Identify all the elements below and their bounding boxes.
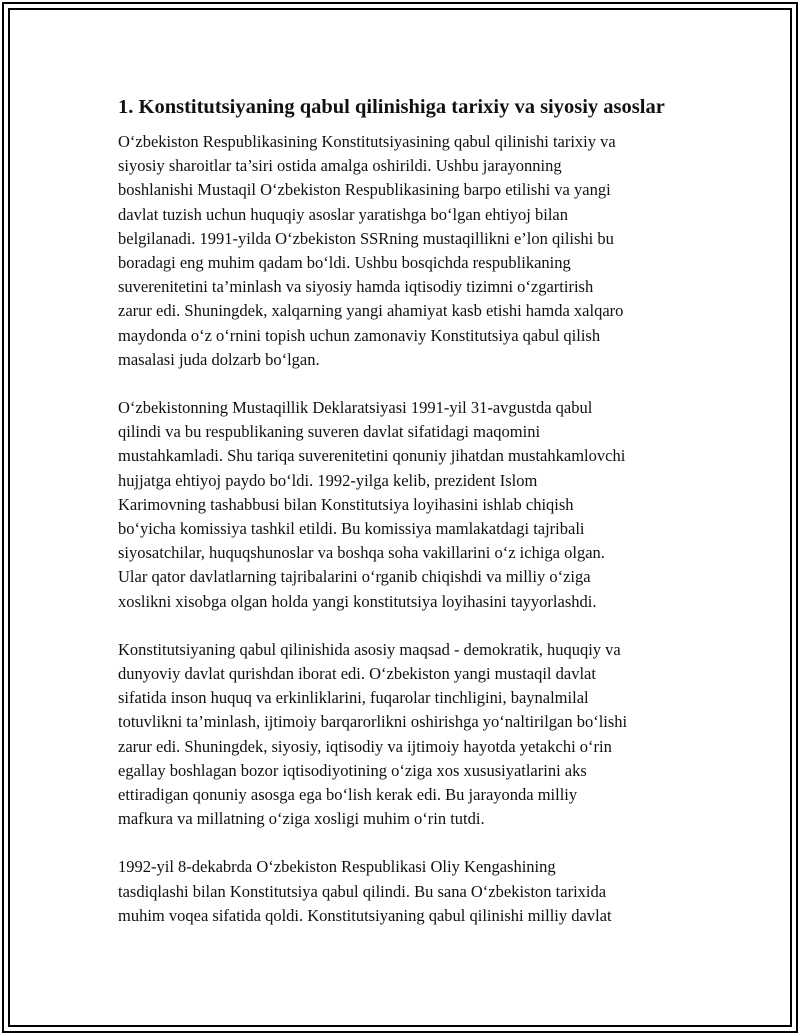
document-body xyxy=(118,93,690,952)
paragraph-line: totuvlikni ta’minlash, ijtimoiy barqarorlikni oshirishga yo‘naltirilgan bo‘lishi xyxy=(118,712,628,732)
paragraph-line: boshlanishi Mustaqil O‘zbekiston Respublikasining barpo etilishi va yangi xyxy=(118,180,611,200)
paragraph-line: davlat tuzish uchun huquqiy asoslar yaratishga bo‘lgan ehtiyoj bilan xyxy=(118,204,568,224)
paragraph-line: xoslikni xisobga olgan holda yangi konstitutsiya loyihasini tayyorlashdi. xyxy=(118,591,597,611)
paragraph-line: O‘zbekistonning Mustaqillik Deklaratsiyasi 1991-yil 31-avgustda qabul xyxy=(118,398,593,418)
paragraph-line: mustahkamladi. Shu tariqa suverenitetini qonuniy jihatdan mustahkamlovchi xyxy=(118,446,626,466)
paragraph-line: mafkura va millatning o‘ziga xosligi muhim o‘rin tutdi. xyxy=(118,809,485,829)
paragraph-line: ettiradigan qonuniy asosga ega bo‘lish kerak edi. Bu jarayonda milliy xyxy=(118,785,578,805)
paragraph-line: siyosatchilar, huquqshunoslar va boshqa soha vakillarini o‘z ichiga olgan. xyxy=(118,543,605,563)
paragraph xyxy=(118,396,690,614)
paragraph-line: siyosiy sharoitlar ta’siri ostida amalga oshirildi. Ushbu jarayonning xyxy=(118,156,562,176)
paragraph-line: 1992-yil 8-dekabrda O‘zbekiston Respublikasi Oliy Kengashining xyxy=(118,857,556,877)
paragraph-line: O‘zbekiston Respublikasining Konstitutsiyasining qabul qilinishi tarixiy va xyxy=(118,132,616,151)
paragraph xyxy=(118,855,690,928)
paragraph-line: qilindi va bu respublikaning suveren davlat sifatidagi maqomini xyxy=(118,422,541,442)
paragraph-line: Ular qator davlatlarning tajribalarini o‘rganib chiqishdi va milliy o‘ziga xyxy=(118,567,591,587)
section-heading: 1. Konstitutsiyaning qabul qilinishiga tarixiy va siyosiy asoslar xyxy=(118,96,665,118)
paragraph-line: Konstitutsiyaning qabul qilinishida asosiy maqsad - demokratik, huquqiy va xyxy=(118,639,621,659)
paragraph-line: bo‘yicha komissiya tashkil etildi. Bu komissiya mamlakatdagi tajribali xyxy=(118,519,585,539)
paragraph-line: maydonda o‘z o‘rnini topish uchun zamonaviy Konstitutsiya qabul qilish xyxy=(118,325,601,345)
paragraph-line: tasdiqlashi bilan Konstitutsiya qabul qilindi. Bu sana O‘zbekiston tarixida xyxy=(118,881,607,901)
paragraph-container xyxy=(118,130,690,928)
paragraph-line: egallay boshlagan bozor iqtisodiyotining o‘ziga xos xususiyatlarini aks xyxy=(118,760,587,780)
paragraph-line: boradagi eng muhim qadam bo‘ldi. Ushbu bosqichda respublikaning xyxy=(118,253,571,273)
paragraph xyxy=(118,130,690,372)
paragraph-line: belgilanadi. 1991-yilda O‘zbekiston SSRning mustaqillikni e’lon qilishi bu xyxy=(118,228,614,248)
paragraph-line: sifatida inson huquq va erkinliklarini, fuqarolar tinchligini, baynalmilal xyxy=(118,688,589,708)
paragraph-line: masalasi juda dolzarb bo‘lgan. xyxy=(118,349,320,369)
paragraph-line: Karimovning tashabbusi bilan Konstitutsiya loyihasini ishlab chiqish xyxy=(118,494,574,514)
paragraph-line: zarur edi. Shuningdek, xalqarning yangi ahamiyat kasb etishi hamda xalqaro xyxy=(118,301,624,321)
paragraph-line: hujjatga ehtiyoj paydo bo‘ldi. 1992-yilga kelib, prezident Islom xyxy=(118,470,538,490)
paragraph-line: dunyoviy davlat qurishdan iborat edi. O‘zbekiston yangi mustaqil davlat xyxy=(118,664,596,684)
paragraph xyxy=(118,638,690,832)
paragraph-line: suverenitetini ta’minlash va siyosiy hamda iqtisodiy tizimni o‘zgartirish xyxy=(118,277,594,297)
paragraph-line: zarur edi. Shuningdek, siyosiy, iqtisodiy va ijtimoiy hayotda yetakchi o‘rin xyxy=(118,736,612,756)
paragraph-line: muhim voqea sifatida qoldi. Konstitutsiyaning qabul qilinishi milliy davlat xyxy=(118,905,612,925)
